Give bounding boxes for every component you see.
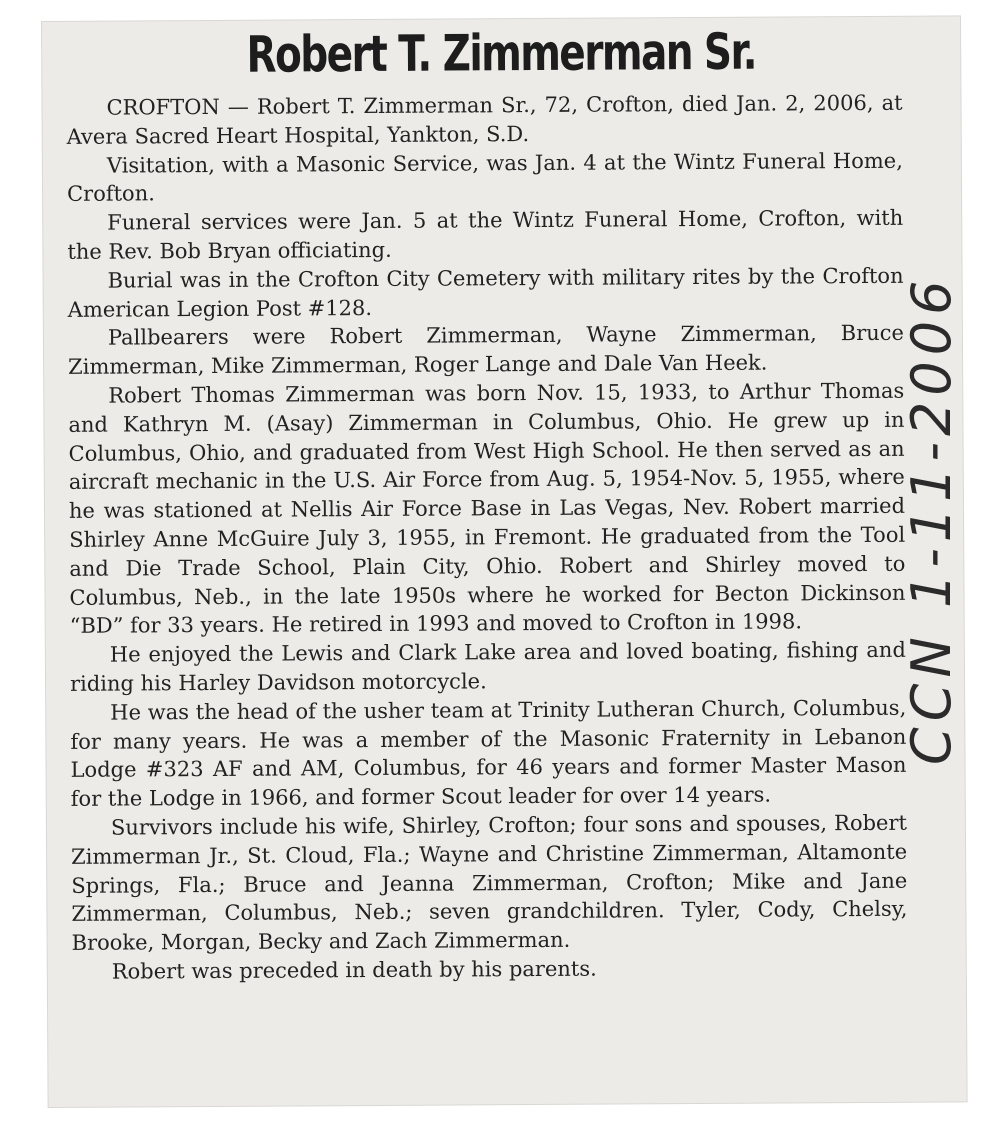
paragraph-funeral-services: Funeral services were Jan. 5 at the Wintz Funeral Home, Crofton, with the Rev. Bob Bryan officiating. (67, 205, 904, 264)
obituary-headline: Robert T. Zimmerman Sr. (246, 22, 757, 84)
paragraph-death-notice: CROFTON — Robert T. Zimmerman Sr., 72, Crofton, died Jan. 2, 2006, at Avera Sacred Heart Hospital, Yankton, S.D. (66, 90, 903, 149)
newspaper-clipping (42, 16, 967, 1107)
paragraph-pallbearers: Pallbearers were Robert Zimmerman, Wayne Zimmerman, Bruce Zimmerman, Mike Zimmerman, Roger Lange and Dale Van Heek. (68, 321, 904, 380)
paragraph-visitation: Visitation, with a Masonic Service, was Jan. 4 at the Wintz Funeral Home, Crofton. (66, 148, 903, 207)
handwritten-date-note: CCN 1-11-2006 (900, 274, 963, 765)
paragraph-community: He was the head of the usher team at Trinity Lutheran Church, Columbus, for many years. He was a member of the Masonic Fraternity in Lebanon Lodge #323 AF and AM, Columbus, for 46 years and former Master Mason for the Lodge in 1966, and former Scout leader for over 14 years. (70, 695, 907, 811)
paragraph-hobbies: He enjoyed the Lewis and Clark Lake area and loved boating, fishing and riding his Harley Davidson motorcycle. (69, 637, 906, 696)
paragraph-burial: Burial was in the Crofton City Cemetery with military rites by the Crofton American Legion Post #128. (67, 263, 904, 322)
paragraph-survivors: Survivors include his wife, Shirley, Crofton; four sons and spouses, Robert Zimmerman Jr., St. Cloud, Fla.; Wayne and Christine Zimmerman, Altamonte Springs, Fla.; Bruce and Jeanna Zimmerman, Crofton; Mike and Jane Zimmerman, Columbus, Neb.; seven grandchildren. Tyler, Cody, Chelsy, Brooke, Morgan, Becky and Zach Zimmerman. (71, 810, 908, 955)
paragraph-preceded: Robert was preceded in death by his parents. (111, 956, 597, 984)
paragraph-biography: Robert Thomas Zimmerman was born Nov. 15, 1933, to Arthur Thomas and Kathryn M. (Asay) Zimmerman in Columbus, Ohio. He grew up in Columbus, Ohio, and graduated from West High School. He then served as an aircraft mechanic in the U.S. Air Force from Aug. 5, 1954-Nov. 5, 1955, where he was stationed at Nellis Air Force Base in Las Vegas, Nev. Robert married Shirley Anne McGuire July 3, 1955, in Fremont. He graduated from the Tool and Die Trade School, Plain City, Ohio. Robert and Shirley moved to Columbus, Neb., in the late 1950s where he worked for Becton Dickinson “BD” for 33 years. He retired in 1993 and moved to Crofton in 1998. (68, 378, 906, 639)
obituary-body (66, 89, 907, 987)
